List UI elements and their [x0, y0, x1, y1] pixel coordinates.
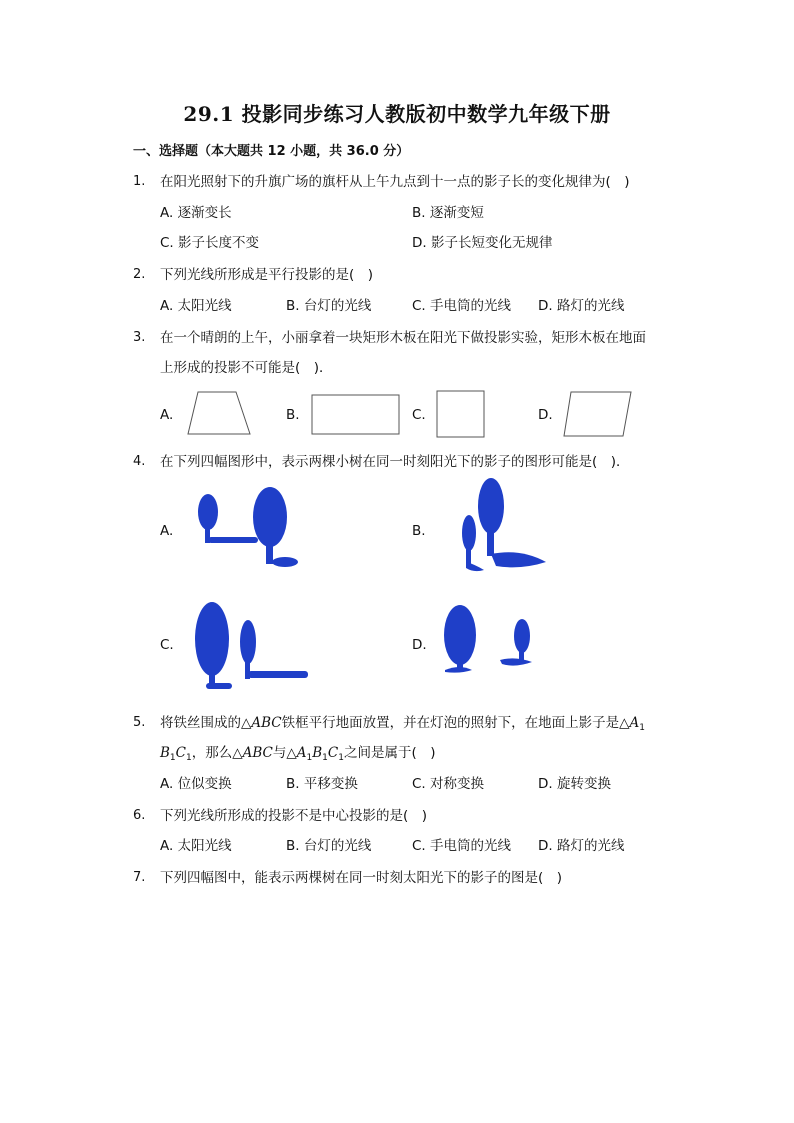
question-stem: 在阳光照射下的升旗广场的旗杆从上午九点到十一点的影子长的变化规律为( ): [160, 174, 630, 190]
question-stem-line2: 上形成的投影不可能是( )．: [160, 360, 333, 376]
option-b[interactable]: B. 台灯的光线: [286, 838, 372, 854]
option-c[interactable]: C. 影子长度不变: [160, 235, 260, 251]
option-b[interactable]: B. 台灯的光线: [286, 298, 372, 314]
option-a[interactable]: A. 逐渐变长: [160, 205, 232, 221]
question-stem: 下列光线所形成是平行投影的是( ): [160, 267, 374, 283]
option-a[interactable]: A. 太阳光线: [160, 838, 232, 854]
section-heading: 一、选择题（本大题共 12 小题，共 36.0 分）: [133, 144, 410, 159]
tree-shadow-image: [188, 597, 314, 695]
option-b[interactable]: B. 平移变换: [286, 776, 358, 792]
question-stem: 下列光线所形成的投影不是中心投影的是( ): [160, 808, 428, 824]
option-d[interactable]: D.: [412, 637, 427, 653]
option-d[interactable]: D. 路灯的光线: [538, 298, 625, 314]
trapezoid-shape: [186, 390, 252, 436]
question-number: 1.: [133, 174, 146, 189]
option-a[interactable]: A. 太阳光线: [160, 298, 232, 314]
option-c[interactable]: C. 手电筒的光线: [412, 298, 512, 314]
question-stem-line1: 在一个晴朗的上午，小丽拿着一块矩形木板在阳光下做投影实验，矩形木板在地面: [160, 330, 646, 346]
option-c[interactable]: C.: [160, 637, 174, 653]
question-stem-line1: 将铁丝围成的△ABC铁框平行地面放置，并在灯泡的照射下，在地面上影子是$\triangle A_1$: [160, 715, 646, 733]
option-d[interactable]: D. 旋转变换: [538, 776, 611, 792]
page-title: 29.1 投影同步练习人教版初中数学九年级下册: [183, 102, 611, 126]
square-shape: [436, 390, 486, 438]
option-b[interactable]: B.: [412, 523, 426, 539]
question-stem-line2: $B_1C_1$，那么△ABC与$\triangle A_1B_1C_1$之间是属于( ): [160, 745, 436, 763]
option-a[interactable]: A.: [160, 407, 174, 423]
rectangle-shape: [311, 394, 401, 436]
option-c[interactable]: C.: [412, 407, 426, 423]
option-c[interactable]: C. 手电筒的光线: [412, 838, 512, 854]
option-a[interactable]: A.: [160, 523, 174, 539]
tree-shadow-image: [436, 478, 550, 576]
option-d[interactable]: D. 路灯的光线: [538, 838, 625, 854]
question-number: 3.: [133, 330, 146, 345]
option-d[interactable]: D.: [538, 407, 553, 423]
parallelogram-shape: [563, 390, 633, 438]
option-b[interactable]: B.: [286, 407, 300, 423]
question-stem: 下列四幅图中，能表示两棵树在同一时刻太阳光下的影子的图是( ): [160, 870, 563, 886]
option-c[interactable]: C. 对称变换: [412, 776, 485, 792]
question-number: 2.: [133, 267, 146, 282]
question-stem: 在下列四幅图形中，表示两棵小树在同一时刻阳光下的影子的图形可能是( )．: [160, 454, 630, 470]
tree-shadow-image: [440, 602, 536, 674]
option-b[interactable]: B. 逐渐变短: [412, 205, 484, 221]
question-number: 7.: [133, 870, 146, 885]
option-d[interactable]: D. 影子长短变化无规律: [412, 235, 553, 251]
tree-shadow-image: [188, 487, 300, 575]
question-number: 6.: [133, 808, 146, 823]
question-number: 5.: [133, 715, 146, 730]
option-a[interactable]: A. 位似变换: [160, 776, 232, 792]
question-number: 4.: [133, 454, 146, 469]
